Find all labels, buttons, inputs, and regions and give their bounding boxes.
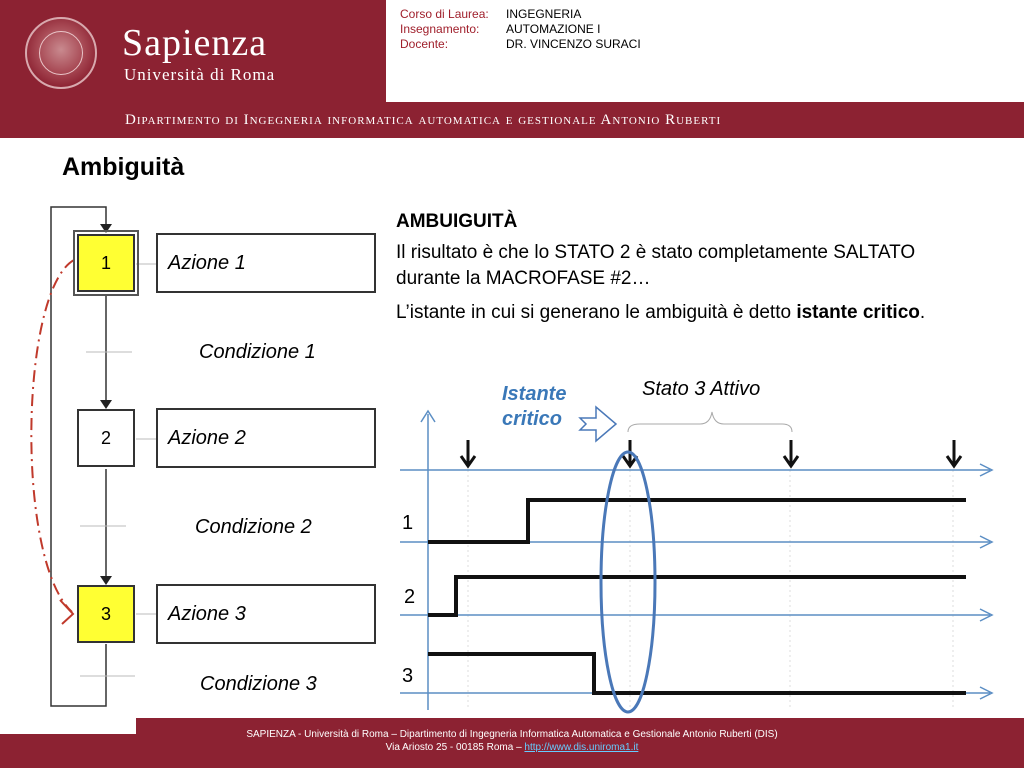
info-key: Docente: bbox=[400, 37, 449, 51]
info-key: Insegnamento: bbox=[400, 22, 480, 36]
text-p2-suffix: . bbox=[919, 302, 926, 323]
info-value: DR. VINCENZO SURACI bbox=[506, 37, 641, 51]
footer-line-2 bbox=[0, 741, 1024, 754]
university-subtitle: Università di Roma bbox=[124, 65, 276, 84]
info-value: AUTOMAZIONE I bbox=[506, 22, 601, 36]
text-p2-bold: istante critico bbox=[796, 302, 920, 323]
footer-line-1: SAPIENZA - Università di Roma – Dipartimento di Ingegneria Informatica Automatica e Gestionale Antonio Ruberti (DIS) bbox=[246, 729, 778, 740]
signal-label-2: 2 bbox=[404, 586, 416, 608]
step-label: 3 bbox=[100, 603, 111, 624]
action-label: Azione 1 bbox=[168, 251, 246, 274]
university-name: Sapienza bbox=[122, 22, 268, 64]
info-key: Corso di Laurea: bbox=[400, 7, 489, 21]
info-value: INGEGNERIA bbox=[506, 7, 582, 21]
footer-address: Via Ariosto 25 - 00185 Roma – bbox=[385, 742, 525, 753]
sfc-condition-1: Condizione 1 bbox=[199, 341, 316, 363]
text-p2-prefix: L’istante in cui si generano le ambiguità è detto bbox=[396, 302, 797, 323]
action-label: Azione 3 bbox=[168, 602, 246, 625]
istante-line-1: Istante bbox=[502, 383, 567, 405]
page-title: Ambiguità bbox=[62, 153, 185, 181]
signal-label-1: 1 bbox=[402, 512, 414, 534]
signal-label-3: 3 bbox=[402, 665, 414, 687]
footer-website-link[interactable]: http://www.dis.uniroma1.it bbox=[524, 742, 639, 753]
sfc-condition-3: Condizione 3 bbox=[200, 673, 317, 695]
sfc-condition-2: Condizione 2 bbox=[195, 516, 312, 538]
stato-3-label: Stato 3 Attivo bbox=[642, 378, 761, 400]
step-label: 1 bbox=[100, 252, 111, 273]
footer-text bbox=[0, 728, 1024, 754]
istante-line-2: critico bbox=[502, 408, 563, 430]
text-heading: AMBUIGUITÀ bbox=[396, 211, 518, 232]
department-name: Dipartimento di Ingegneria informatica automatica e gestionale Antonio Ruberti bbox=[125, 112, 722, 128]
step-label: 2 bbox=[100, 427, 111, 448]
text-paragraph-1: Il risultato è che lo STATO 2 è stato completamente SALTATO durante la MACROFASE #2… bbox=[396, 242, 916, 289]
action-label: Azione 2 bbox=[168, 426, 246, 449]
